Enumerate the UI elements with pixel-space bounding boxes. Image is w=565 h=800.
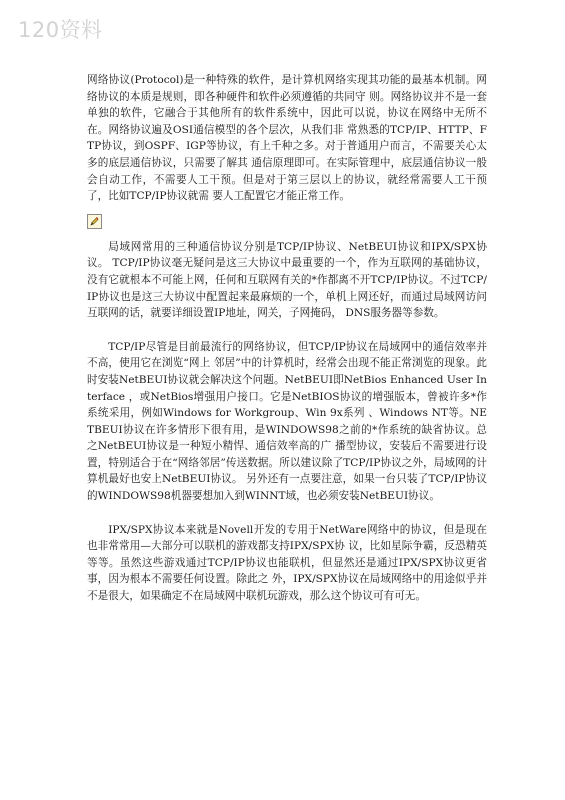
paragraph-three-protocols: 局域网常用的三种通信协议分别是TCP/IP协议、NetBEUI协议和IPX/SPX协议。 TCP/IP协议毫无疑问是这三大协议中最重要的一个，作为互联网的基础协议，没有它就根本不可能上网，任何和互联网有关的*作都离不开TCP/IP协议。不过TCP/IP协议也是这三大协议中配置起来最麻烦的一个，单机上网还好，而通过局域网访问互联网的话，就要详细设置IP地址，网关，子网掩码， DNS服务器等参数。 xyxy=(87,240,487,320)
paragraph-protocol-definition: 网络协议(Protocol)是一种特殊的软件，是计算机网络实现其功能的最基本机制。网络协议的本质是规则，即各种硬件和软件必须遵循的共同守 则。网络协议并不是一套单独的软件，它融合于其他所有的软件系统中，因此可以说，协议在网络中无所不在。网络协议遍及OSI通信模型的各个层次，从我们非 常熟悉的TCP/IP、HTTP、FTP协议，到OSPF、IGP等协议，有上千种之多。对于普通用户而言，不需要关心太多的底层通信协议，只需要了解其 通信原理即可。在实际管理中，底层通信协议一般会自动工作，不需要人工干预。但是对于第三层以上的协议，就经常需要人工干预了，比如TCP/IP协议就需 要人工配置它才能正常工作。 xyxy=(87,74,487,203)
watermark-logo: 120资料 xyxy=(18,18,103,42)
paragraph-netbeui: TCP/IP尽管是目前最流行的网络协议，但TCP/IP协议在局域网中的通信效率并不高，使用它在浏览“网上 邻居”中的计算机时，经常会出现不能正常浏览的现象。此时安装NetBEUI协议就会解决这个问题。NetBEUI即NetBios Enhanced User Interface ，或NetBios增强用户接口。它是NetBIOS协议的增强版本，曾被许多*作系统采用，例如Windows for Workgroup、Win 9x系列 、Windows NT等。NETBEUI协议在许多情形下很有用，是WINDOWS98之前的*作系统的缺省协议。总之NetBEUI协议是一种短小精悍、通信效率高的广 播型协议，安装后不需要进行设置，特别适合于在“网络邻居”传送数据。所以建议除了TCP/IP协议之外，局域网的计算机最好也安上NetBEUI协议。 另外还有一点要注意，如果一台只装了TCP/IP协议的WINDOWS98机器要想加入到WINNT域，也必须安装NetBEUI协议。 xyxy=(87,340,487,503)
pencil-note-icon xyxy=(87,214,102,229)
paragraph-ipx-spx: IPX/SPX协议本来就是Novell开发的专用于NetWare网络中的协议，但是现在也非常常用—大部分可以联机的游戏都支持IPX/SPX协 议，比如星际争霸，反恐精英等等。虽然这些游戏通过TCP/IP协议也能联机，但显然还是通过IPX/SPX协议更省事，因为根本不需要任何设置。除此之 外，IPX/SPX协议在局域网络中的用途似乎并不是很大，如果确定不在局域网中联机玩游戏，那么这个协议可有可无。 xyxy=(87,523,487,603)
document-body xyxy=(87,72,487,605)
